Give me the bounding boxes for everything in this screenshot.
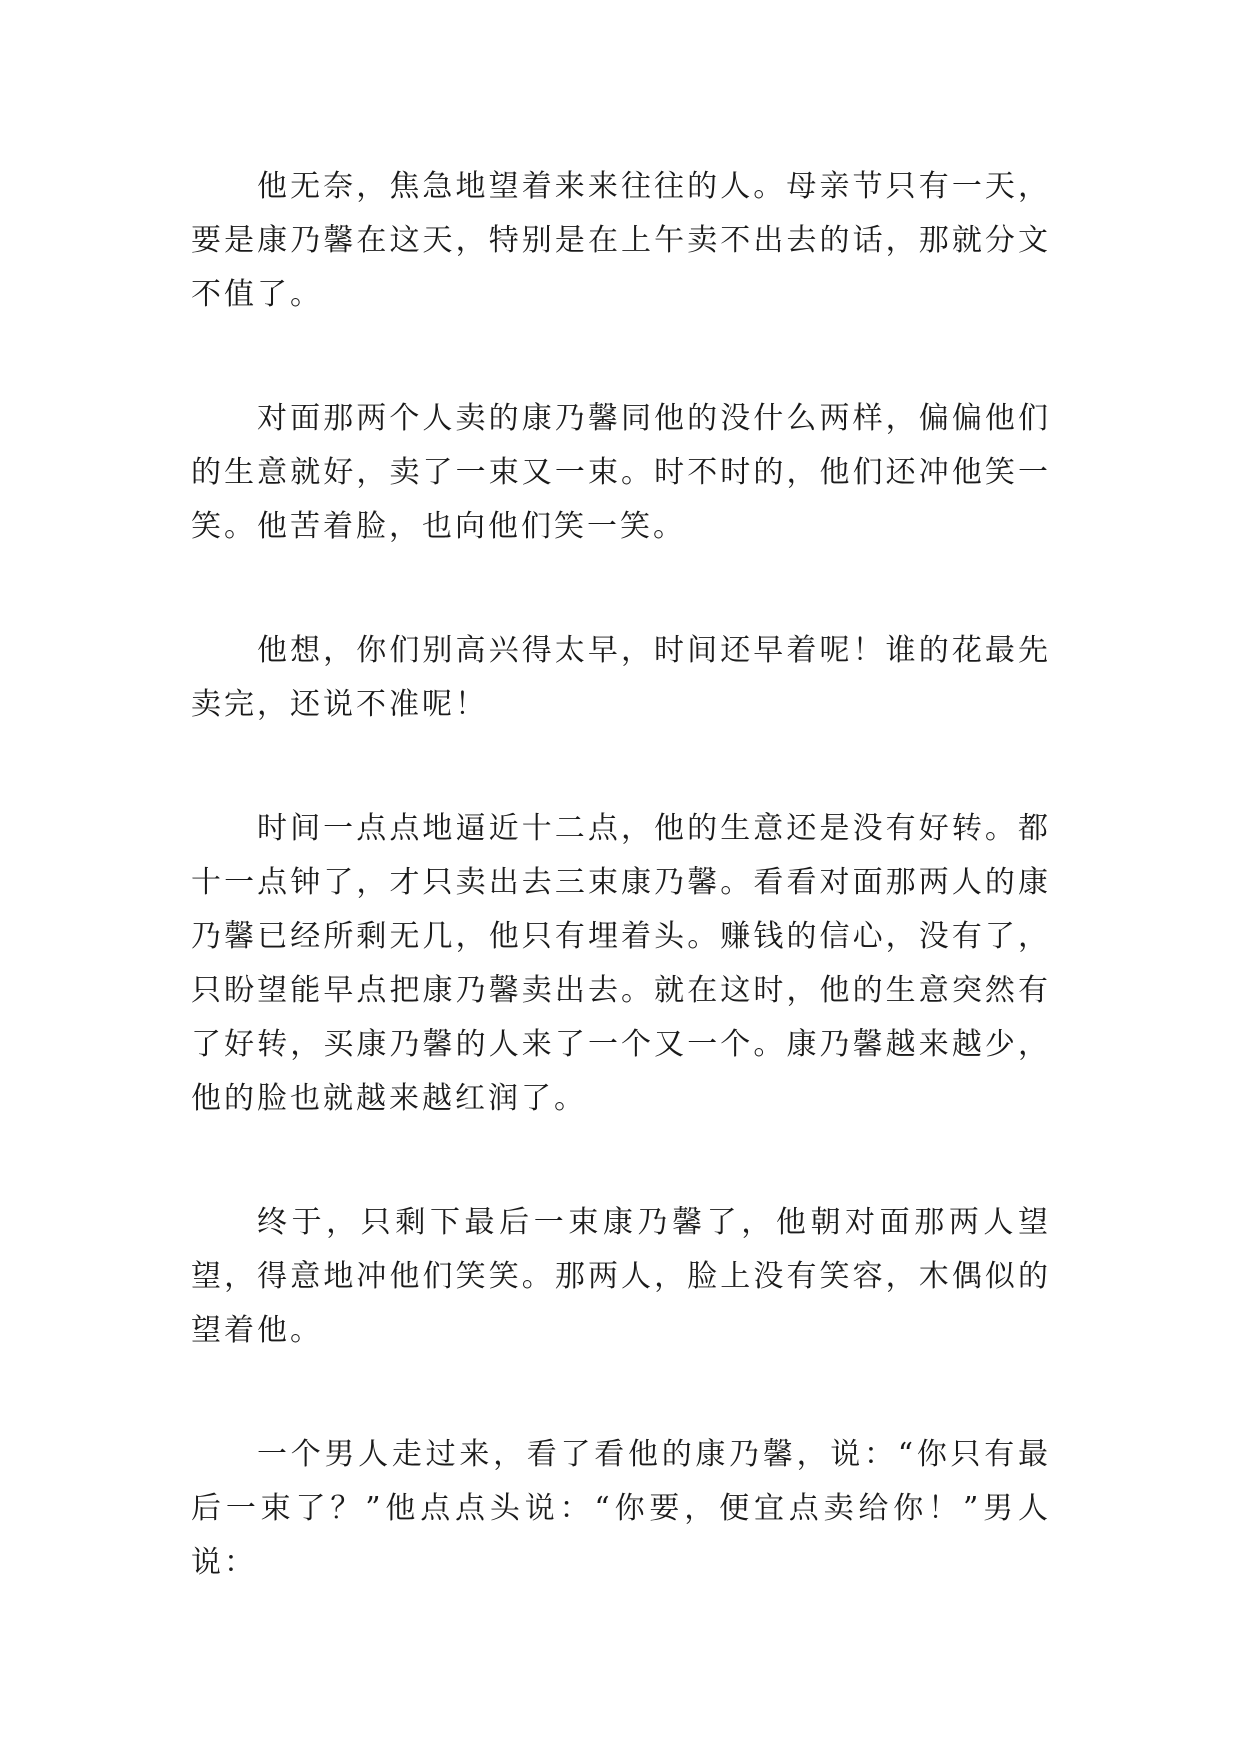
document-body [191, 160, 1051, 1590]
paragraph-1: 他无奈，焦急地望着来来往往的人。母亲节只有一天，要是康乃馨在这天，特别是在上午卖不出去的话，那就分文不值了。 [191, 169, 1051, 312]
paragraph-5: 终于，只剩下最后一束康乃馨了，他朝对面那两人望望，得意地冲他们笑笑。那两人，脸上没有笑容，木偶似的望着他。 [191, 1205, 1051, 1348]
paragraph-6: 一个男人走过来，看了看他的康乃馨，说：“你只有最后一束了？”他点点头说：“你要，便宜点卖给你！”男人说： [191, 1437, 1051, 1580]
paragraph-3: 他想，你们别高兴得太早，时间还早着呢！谁的花最先卖完，还说不准呢！ [191, 633, 1051, 722]
paragraph-4: 时间一点点地逼近十二点，他的生意还是没有好转。都十一点钟了，才只卖出去三束康乃馨。看看对面那两人的康乃馨已经所剩无几，他只有埋着头。赚钱的信心，没有了，只盼望能早点把康乃馨卖出去。就在这时，他的生意突然有了好转，买康乃馨的人来了一个又一个。康乃馨越来越少，他的脸也就越来越红润了。 [191, 811, 1051, 1116]
paragraph-2: 对面那两个人卖的康乃馨同他的没什么两样，偏偏他们的生意就好，卖了一束又一束。时不时的，他们还冲他笑一笑。他苦着脸，也向他们笑一笑。 [191, 401, 1051, 544]
